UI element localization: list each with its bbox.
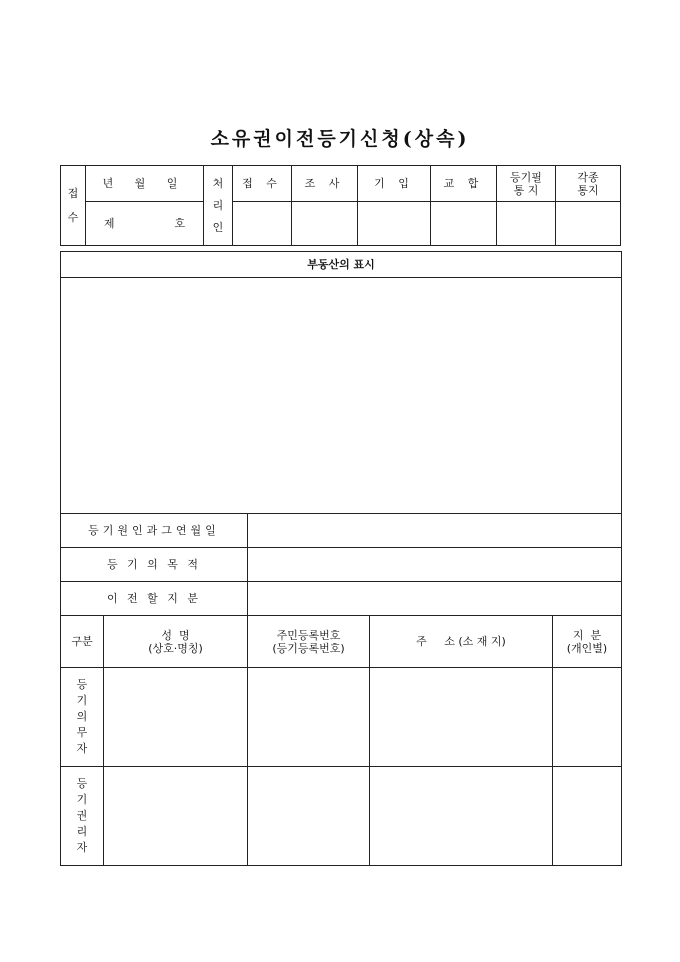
col-investigation: 조 사 — [292, 166, 358, 202]
holder-name-field[interactable] — [104, 767, 248, 866]
purpose-label: 등 기 의 목 적 — [61, 548, 248, 582]
cause-field[interactable] — [248, 514, 622, 548]
holder-id-field[interactable] — [248, 767, 370, 866]
col-receipt: 접 수 — [233, 166, 292, 202]
obligor-id-field[interactable] — [248, 668, 370, 767]
property-header: 부동산의 표시 — [61, 252, 622, 278]
col-entry: 기 입 — [358, 166, 431, 202]
id-header: 주민등록번호 (등기등록번호) — [248, 616, 370, 668]
obligor-name-field[interactable] — [104, 668, 248, 767]
obligor-share-field[interactable] — [553, 668, 622, 767]
cell-entry[interactable] — [358, 202, 431, 246]
obligor-address-field[interactable] — [370, 668, 553, 767]
cell-verification[interactable] — [431, 202, 497, 246]
share-field[interactable] — [248, 582, 622, 616]
property-table — [60, 251, 622, 866]
purpose-field[interactable] — [248, 548, 622, 582]
cell-notice-registry[interactable] — [497, 202, 556, 246]
holder-label: 등 기 권 리 자 — [61, 767, 104, 866]
cause-label: 등기원인과그연월일 — [61, 514, 248, 548]
obligor-label: 등 기 의 무 자 — [61, 668, 104, 767]
property-description-field[interactable] — [61, 278, 622, 514]
name-header: 성 명 (상호·명칭) — [104, 616, 248, 668]
col-verification: 교 합 — [431, 166, 497, 202]
category-header: 구분 — [61, 616, 104, 668]
cell-notice-various[interactable] — [556, 202, 621, 246]
notice-registry-label: 등기필 통 지 — [497, 166, 556, 202]
reception-table — [60, 165, 621, 246]
share-header: 지 분 (개인별) — [553, 616, 622, 668]
cell-receipt[interactable] — [233, 202, 292, 246]
notice-various-label: 각종 통지 — [556, 166, 621, 202]
share-label: 이 전 할 지 분 — [61, 582, 248, 616]
handling-label: 처 리 인 — [204, 166, 233, 246]
receipt-label: 접 수 — [61, 166, 86, 246]
cell-investigation[interactable] — [292, 202, 358, 246]
date-label: 년 월 일 — [86, 166, 204, 202]
number-label: 제 호 — [86, 202, 204, 246]
document-title: 소유권이전등기신청(상속) — [210, 128, 470, 150]
holder-share-field[interactable] — [553, 767, 622, 866]
holder-address-field[interactable] — [370, 767, 553, 866]
address-header: 주 소 (소 재 지) — [370, 616, 553, 668]
